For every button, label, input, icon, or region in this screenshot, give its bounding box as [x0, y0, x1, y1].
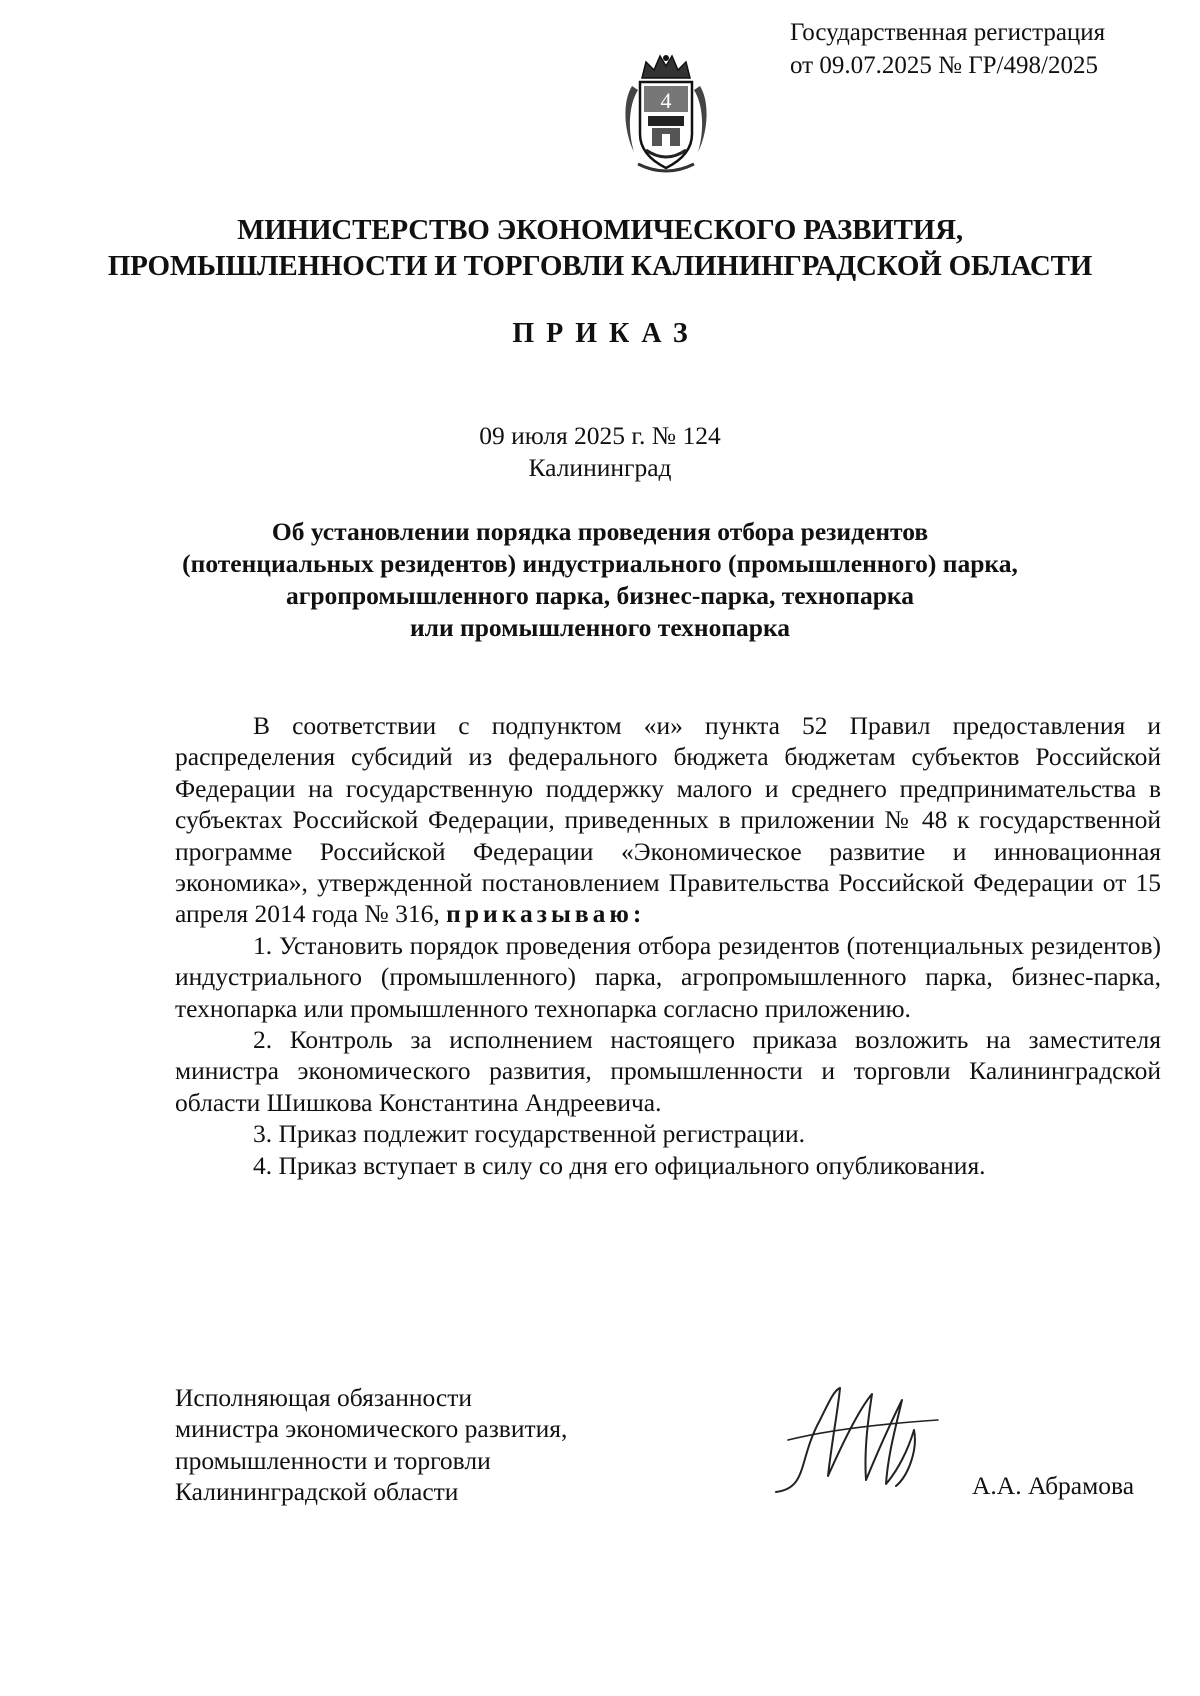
subject-line-4: или промышленного технопарка [409, 613, 791, 642]
signer-title-line-4: Калининградской области [175, 1477, 459, 1507]
order-item-4: 4. Приказ вступает в силу со дня его официального опубликования. [253, 1150, 986, 1180]
registration-stamp [790, 16, 1105, 82]
subject-line-1: Об установлении порядка проведения отбора резидентов [271, 517, 929, 546]
document-subject [140, 516, 1060, 644]
ministry-name [100, 212, 1100, 284]
coat-of-arms-icon [618, 52, 714, 176]
signer-title-line-2: министра экономического развития, [175, 1414, 568, 1444]
signer-title-line-1: Исполняющая обязанности [175, 1383, 472, 1412]
order-word: приказываю: [446, 899, 646, 929]
subject-line-3: агропромышленного парка, бизнес-парка, технопарка [286, 581, 914, 610]
handwritten-signature-icon [768, 1380, 948, 1500]
registration-line-2: от 09.07.2025 № ГР/498/2025 [790, 52, 1098, 79]
document-body [175, 710, 1161, 1181]
date-and-place [100, 420, 1100, 484]
signer-title-line-3: промышленности и торговли [175, 1445, 491, 1475]
document-type: ПРИКАЗ [512, 318, 700, 349]
ministry-line-2: ПРОМЫШЛЕННОСТИ И ТОРГОВЛИ КАЛИНИНГРАДСКОЙ ОБЛАСТИ [107, 250, 1093, 282]
preamble-paragraph [175, 710, 1161, 930]
registration-line-1: Государственная регистрация [790, 19, 1106, 46]
date-number: 09 июля 2025 г. № 124 [479, 421, 721, 450]
order-item-2: 2. Контроль за исполнением настоящего приказа возложить на заместителя министра экономического развития, промышленности и торговли Калининградской области Шишкова Константина Андреевича. [175, 1025, 1161, 1117]
svg-text:4: 4 [660, 88, 672, 113]
signer-title [175, 1382, 567, 1508]
order-item-3: 3. Приказ подлежит государственной регистрации. [253, 1119, 805, 1149]
preamble-text: В соответствии с подпунктом «и» пункта 52 Правил предоставления и распределения субсидий из федерального бюджета бюджетам субъектов Российской Федерации на государственную поддержку малого и среднего предпринимательства в субъектах Российской Федерации, приведенных в приложении № 48 к государственной программе Российской Федерации «Экономическое развитие и инновационная экономика», утвержденной постановлением Правительства Российской Федерации от 15 апреля 2014 года № 316, [175, 711, 1161, 929]
order-item-1: 1. Установить порядок проведения отбора резидентов (потенциальных резидентов) индустриального (промышленного) парка, агропромышленного парка, бизнес-парка, технопарка или промышленного технопарка согласно приложению. [175, 930, 1161, 1023]
city: Калининград [528, 453, 672, 482]
ministry-line-1: МИНИСТЕРСТВО ЭКОНОМИЧЕСКОГО РАЗВИТИЯ, [237, 214, 963, 246]
subject-line-2: (потенциальных резидентов) индустриального (промышленного) парка, [182, 549, 1018, 578]
signer-name: А.А. Абрамова [972, 1471, 1135, 1500]
